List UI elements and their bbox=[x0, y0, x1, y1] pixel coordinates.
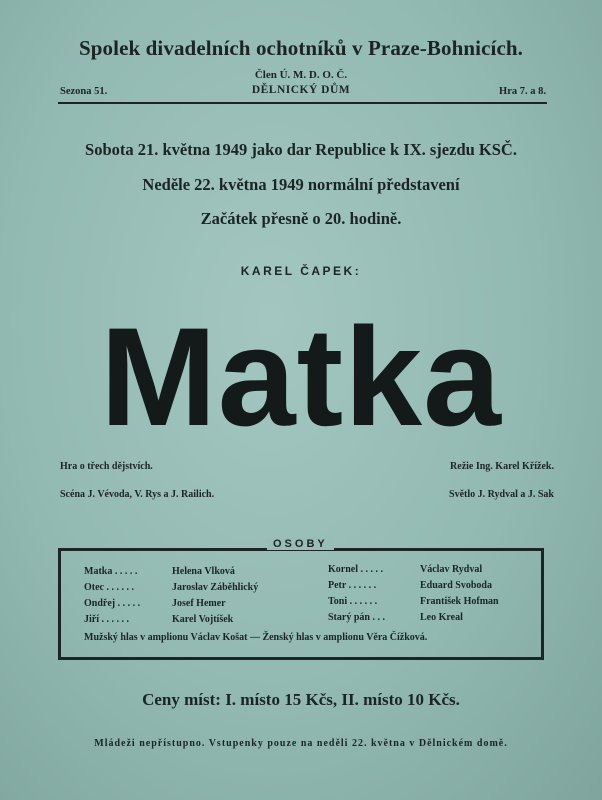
cast-role: Petr . . . . . . bbox=[328, 580, 377, 591]
lighting-credit: Světlo J. Rydval a J. Sak bbox=[449, 489, 554, 500]
ticket-prices: Ceny míst: I. místo 15 Kčs, II. místo 10 Kčs. bbox=[142, 690, 460, 709]
cast-role: Starý pán . . . bbox=[328, 612, 385, 623]
cast-role: Kornel . . . . . bbox=[328, 564, 383, 575]
cast-actor: Helena Vlková bbox=[172, 566, 235, 577]
cast-role: Ondřej . . . . . bbox=[84, 598, 141, 609]
cast-actor: Eduard Svoboda bbox=[420, 580, 492, 591]
director-credit: Režie Ing. Karel Křížek. bbox=[450, 461, 554, 472]
venue-name: DĚLNICKÝ DŮM bbox=[251, 84, 351, 96]
performance-date-1: Sobota 21. května 1949 jako dar Republice k IX. sjezdu KSČ. bbox=[85, 140, 517, 159]
season-label: Sezona 51. bbox=[60, 86, 108, 97]
start-time: Začátek přesně o 20. hodině. bbox=[200, 209, 402, 228]
cast-role: Toni . . . . . . bbox=[328, 596, 378, 607]
cast-actor: Leo Kreal bbox=[420, 612, 463, 623]
play-title: Matka bbox=[100, 298, 502, 455]
cast-role: Matka . . . . . bbox=[84, 566, 138, 577]
play-number: Hra 7. a 8. bbox=[499, 86, 546, 97]
play-subtitle: Hra o třech dějstvích. bbox=[60, 461, 153, 472]
cast-actor: František Hofman bbox=[420, 596, 499, 607]
voice-credits: Mužský hlas v amplionu Václav Košat — Ženský hlas v amplionu Věra Čížková. bbox=[84, 632, 428, 643]
cast-role: Jiří . . . . . . bbox=[84, 614, 129, 625]
performance-date-2: Neděle 22. května 1949 normální představení bbox=[142, 175, 460, 194]
membership-line: Člen Ú. M. D. O. Č. bbox=[254, 69, 348, 81]
cast-actor: Josef Hemer bbox=[172, 598, 226, 609]
cast-actor: Karel Vojtíšek bbox=[172, 614, 234, 625]
cast-heading: OSOBY bbox=[267, 538, 334, 550]
header-divider bbox=[58, 102, 547, 104]
cast-role: Otec . . . . . . bbox=[84, 582, 134, 593]
footer-notice: Mládeži nepřístupno. Vstupenky pouze na neděli 22. května v Dělnickém domě. bbox=[94, 738, 508, 749]
scenery-credit: Scéna J. Vévoda, V. Rys a J. Railich. bbox=[60, 489, 215, 500]
author-name: KAREL ČAPEK: bbox=[240, 264, 362, 278]
organization-name: Spolek divadelních ochotníků v Praze-Bohnicích. bbox=[78, 36, 523, 60]
cast-actor: Václav Rydval bbox=[420, 564, 483, 575]
cast-actor: Jaroslav Záběhlický bbox=[172, 582, 259, 593]
